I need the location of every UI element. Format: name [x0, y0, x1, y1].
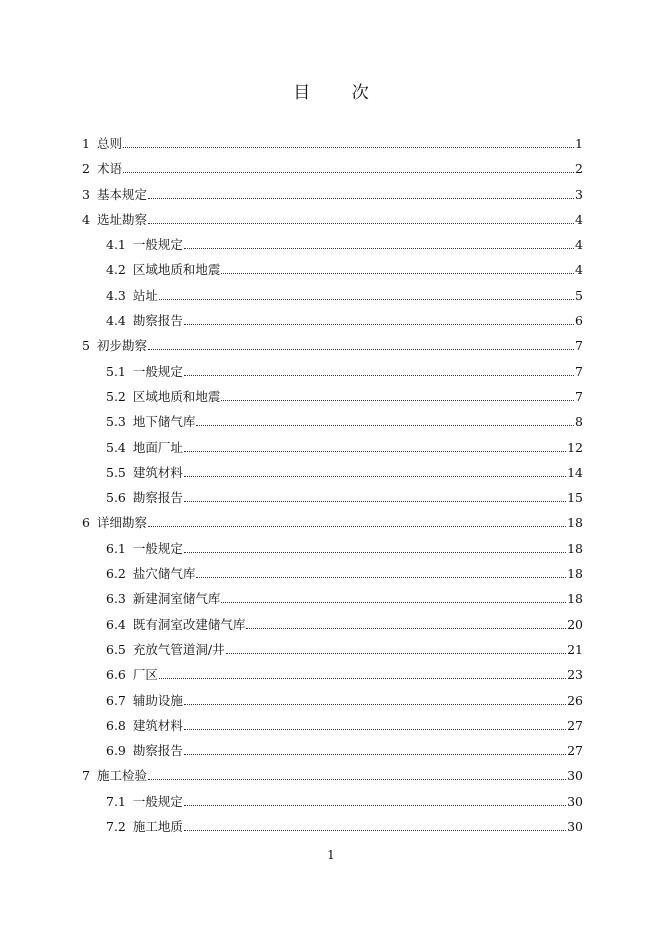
- toc-entry-number: 5.3: [106, 414, 126, 430]
- toc-entry-number: 6.6: [106, 667, 126, 683]
- toc-entry-number: 5.4: [106, 439, 126, 455]
- toc-section-entry[interactable]: [82, 766, 583, 791]
- toc-dot-leader: [148, 197, 574, 199]
- toc-entry-page: 7: [575, 338, 583, 354]
- toc-section-entry[interactable]: [82, 336, 583, 361]
- toc-dot-leader: [184, 804, 566, 806]
- toc-entry-page: 4: [575, 211, 583, 227]
- toc-entry-label: 基本规定: [96, 186, 147, 202]
- toc-entry-label: 盐穴储气库: [132, 566, 196, 582]
- toc-entry-page: 27: [567, 717, 583, 733]
- toc-subsection-entry[interactable]: [82, 311, 583, 336]
- toc-entry-number: 7.2: [106, 819, 126, 835]
- toc-dot-leader: [221, 272, 574, 274]
- toc-entry-number: 4.1: [106, 237, 126, 253]
- toc-subsection-entry[interactable]: [82, 286, 583, 311]
- toc-section-entry[interactable]: [82, 185, 583, 210]
- toc-entry-page: 27: [567, 743, 583, 759]
- toc-entry-label: 详细勘察: [96, 515, 147, 531]
- toc-entry-page: 18: [567, 591, 583, 607]
- toc-dot-leader: [148, 525, 566, 527]
- toc-entry-page: 20: [567, 616, 583, 632]
- toc-entry-page: 2: [575, 161, 583, 177]
- toc-entry-number: 1: [82, 136, 90, 151]
- toc-entry-label: 一般规定: [132, 793, 183, 809]
- toc-entry-label: 新建洞室储气库: [132, 591, 221, 607]
- toc-dot-leader: [148, 348, 574, 350]
- toc-dot-leader: [184, 450, 566, 452]
- toc-subsection-entry[interactable]: [82, 691, 583, 716]
- page-title: 目 次: [293, 83, 387, 103]
- toc-entry-page: 30: [567, 819, 583, 835]
- toc-subsection-entry[interactable]: [82, 640, 583, 665]
- toc-entry-label: 选址勘察: [96, 211, 147, 227]
- toc-entry-number: 6.7: [106, 692, 126, 708]
- toc-entry-label: 一般规定: [132, 540, 183, 556]
- toc-entry-page: 7: [575, 363, 583, 379]
- toc-dot-leader: [159, 298, 574, 300]
- toc-entry-page: 26: [567, 692, 583, 708]
- toc-dot-leader: [159, 677, 566, 679]
- toc-entry-number: 6.3: [106, 591, 126, 607]
- toc-entry-page: 15: [567, 490, 583, 506]
- toc-entry-label: 既有洞室改建储气库: [132, 616, 246, 632]
- toc-section-entry[interactable]: [82, 513, 583, 538]
- toc-subsection-entry[interactable]: [82, 716, 583, 741]
- toc-entry-number: 6.2: [106, 566, 126, 582]
- toc-dot-leader: [184, 374, 574, 376]
- toc-entry-number: 2: [82, 161, 90, 177]
- toc-dot-leader: [123, 171, 574, 173]
- toc-entry-page: 5: [575, 287, 583, 303]
- toc-entry-label: 一般规定: [132, 237, 183, 253]
- toc-subsection-entry[interactable]: [82, 488, 583, 513]
- toc-entry-number: 6: [82, 515, 90, 531]
- toc-dot-leader: [184, 323, 574, 325]
- toc-entry-label: 勘察报告: [132, 313, 183, 329]
- toc-dot-leader: [148, 778, 566, 780]
- toc-entry-page: 23: [567, 667, 583, 683]
- toc-entry-number: 5.6: [106, 490, 126, 506]
- toc-entry-number: 6.4: [106, 616, 126, 632]
- toc-subsection-entry[interactable]: [82, 589, 583, 614]
- toc-dot-leader: [196, 424, 574, 426]
- toc-entry-page: 4: [575, 262, 583, 278]
- toc-subsection-entry[interactable]: [82, 539, 583, 564]
- toc-entry-number: 7: [82, 768, 90, 784]
- toc-subsection-entry[interactable]: [82, 412, 583, 437]
- toc-entry-page: 18: [567, 540, 583, 556]
- toc-entry-page: 30: [567, 768, 583, 784]
- toc-entry-page: 14: [567, 464, 583, 480]
- toc-section-entry[interactable]: [82, 134, 583, 159]
- toc-entry-number: 6.5: [106, 641, 126, 657]
- toc-subsection-entry[interactable]: [82, 665, 583, 690]
- toc-subsection-entry[interactable]: [82, 260, 583, 285]
- page-number: 1: [327, 848, 335, 862]
- toc-entry-number: 5: [82, 338, 90, 354]
- toc-subsection-entry[interactable]: [82, 564, 583, 589]
- toc-entry-label: 术语: [96, 161, 122, 177]
- toc-entry-page: 8: [575, 414, 583, 430]
- toc-subsection-entry[interactable]: [82, 362, 583, 387]
- toc-dot-leader: [246, 627, 566, 629]
- toc-entry-label: 初步勘察: [96, 338, 147, 354]
- toc-entry-page: 1: [575, 136, 583, 151]
- toc-entry-page: 18: [567, 515, 583, 531]
- toc-entry-label: 区域地质和地震: [132, 262, 221, 278]
- toc-entry-label: 一般规定: [132, 363, 183, 379]
- toc-subsection-entry[interactable]: [82, 792, 583, 817]
- toc-entry-number: 3: [82, 186, 90, 202]
- toc-subsection-entry[interactable]: [82, 817, 583, 842]
- toc-section-entry[interactable]: [82, 210, 583, 235]
- toc-entry-number: 6.9: [106, 743, 126, 759]
- toc-entry-label: 厂区: [132, 667, 158, 683]
- toc-subsection-entry[interactable]: [82, 438, 583, 463]
- toc-entry-page: 30: [567, 793, 583, 809]
- toc-entry-label: 站址: [132, 287, 158, 303]
- toc-dot-leader: [184, 500, 566, 502]
- toc-dot-leader: [184, 753, 566, 755]
- toc-subsection-entry[interactable]: [82, 741, 583, 766]
- toc-entry-page: 21: [567, 641, 583, 657]
- toc-entry-label: 总则: [96, 136, 122, 151]
- toc-entry-number: 7.1: [106, 793, 126, 809]
- toc-entry-number: 4.3: [106, 287, 126, 303]
- toc-entry-label: 辅助设施: [132, 692, 183, 708]
- toc-entry-label: 施工检验: [96, 768, 147, 784]
- toc-entry-label: 勘察报告: [132, 490, 183, 506]
- toc-entry-page: 3: [575, 186, 583, 202]
- toc-dot-leader: [221, 399, 574, 401]
- toc-dot-leader: [184, 551, 566, 553]
- toc-entry-label: 地面厂址: [132, 439, 183, 455]
- toc-entry-number: 5.1: [106, 363, 126, 379]
- toc-entry-number: 4.2: [106, 262, 126, 278]
- toc-subsection-entry[interactable]: [82, 615, 583, 640]
- toc-entry-label: 地下储气库: [132, 414, 196, 430]
- toc-entry-page: 12: [567, 439, 583, 455]
- toc-section-entry[interactable]: [82, 159, 583, 184]
- toc-dot-leader: [226, 652, 566, 654]
- toc-dot-leader: [184, 829, 566, 831]
- toc-dot-leader: [184, 703, 566, 705]
- toc-entry-number: 4: [82, 211, 90, 227]
- toc-dot-leader: [184, 728, 566, 730]
- toc-entry-number: 5.2: [106, 388, 126, 404]
- toc-entry-label: 施工地质: [132, 819, 183, 835]
- toc-entry-page: 6: [575, 313, 583, 329]
- toc-entry-page: 18: [567, 566, 583, 582]
- toc-entry-label: 勘察报告: [132, 743, 183, 759]
- toc-entry-label: 建筑材料: [132, 717, 183, 733]
- toc-dot-leader: [221, 601, 566, 603]
- toc-entry-label: 建筑材料: [132, 464, 183, 480]
- toc-entry-label: 充放气管道洞/井: [132, 641, 225, 657]
- toc-subsection-entry[interactable]: [82, 235, 583, 260]
- toc-entry-number: 6.1: [106, 540, 126, 556]
- toc-entry-label: 区域地质和地震: [132, 388, 221, 404]
- toc-dot-leader: [196, 576, 566, 578]
- toc-dot-leader: [148, 222, 574, 224]
- toc-entry-page: 4: [575, 237, 583, 253]
- toc-entry-page: 7: [575, 388, 583, 404]
- toc-dot-leader: [123, 146, 574, 148]
- toc-subsection-entry[interactable]: [82, 387, 583, 412]
- table-of-contents: [82, 134, 583, 842]
- toc-dot-leader: [184, 247, 574, 249]
- toc-subsection-entry[interactable]: [82, 463, 583, 488]
- toc-entry-number: 6.8: [106, 717, 126, 733]
- toc-entry-number: 5.5: [106, 464, 126, 480]
- toc-dot-leader: [184, 475, 566, 477]
- toc-entry-number: 4.4: [106, 313, 126, 329]
